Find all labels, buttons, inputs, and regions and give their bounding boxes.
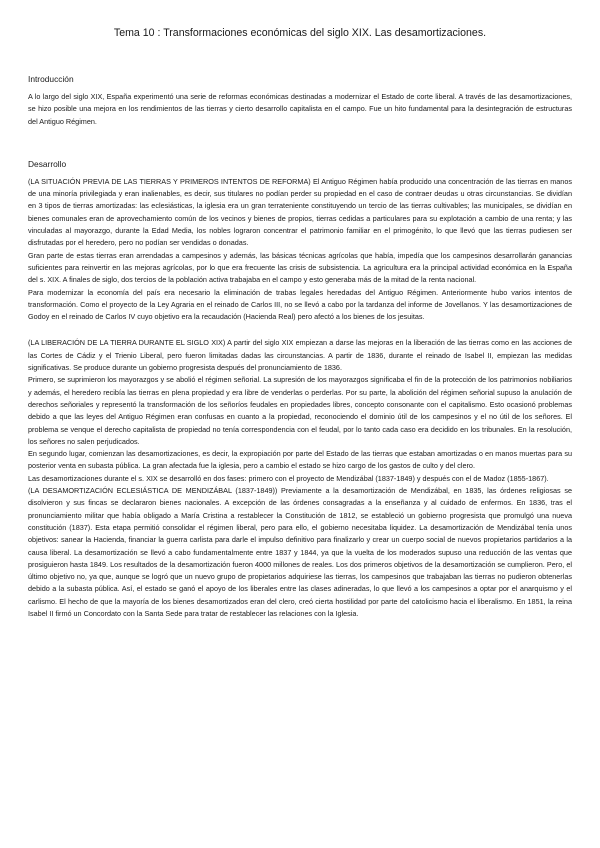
paragraph-desamortizaciones: En segundo lugar, comienzan las desamortizaciones, es decir, la expropiación por parte del Estado de las tierras que estaban amortizadas o en manos muertas para su posterior venta en subasta pública. La gran afectada fue la iglesia, pero a cambio el estado se hizo cargo de los gastos de culto y del clero.: [28, 449, 572, 471]
intro-paragraph: A lo largo del siglo XIX, España experimentó una serie de reformas económicas destinadas a modernizar el Estado de corte liberal. A través de las desamortizaciones, se hizo posible una mejora en los rendimientos de las tierras y cierto desarrollo capitalista en el campo. Fue un hito fundamental para la desintegración de estructuras del Antiguo Régimen.: [28, 92, 572, 126]
paragraph-modernization: Para modernizar la economía del país era necesario la eliminación de trabas legales heredadas del Antiguo Régimen. Anteriormente hubo varios intentos de transformación. Como el proyecto de la Ley Agraria en el reinado de Carlos III, no se llevó a cabo por la tardanza del informe de Jovellanos. Y las desamortizaciones de Godoy en el reinado de Carlos IV cuyo objetivo era la recaudación (Hacienda Real) pero afectó a los bienes de los jesuitas.: [28, 287, 572, 322]
paragraph-liberation: (LA LIBERACIÓN DE LA TIERRA DURANTE EL SIGLO XIX) A partir del siglo XIX empiezan a darse las mejoras en la liberación de las tierras como en las acciones de las Cortes de Cádiz y el Trienio Liberal, pero fueron limitadas dadas las circunstancias. A partir de 1836, durante el reinado de Isabel II, empiezan las medidas significativas. Se produce durante un gobierno progresista después del pronunciamiento de 1836.: [28, 338, 572, 373]
paragraph-mendizabal: (LA DESAMORTIZACIÓN ECLESIÁSTICA DE MENDIZÁBAL (1837-1849)) Previamente a la desamortización de Mendizábal, en 1835, las órdenes religiosas se disolvieron y sus fincas se declararon bienes nacionales. A excepción de las órdenes consagradas a la enseñanza y al cuidado de enfermos. En 1836, tras el pronunciamiento militar que había obligado a María Cristina a restablecer la Constitución de 1812, se estableció un gobierno progresista que promulgó una nueva constitución (1837). Esta etapa permitió consolidar el régimen liberal, pero para ello, el gobierno necesitaba liquidez. La desamortización de Mendizábal tenía unos objetivos: sanear la Hacienda, financiar la guerra carlista para darle el impulso definitivo para finalizarlo y crear un cuerpo social de nuevos propietarios partidarios a la causa liberal. La desamortización se llevó a cabo fundamentalmente entre 1837 y 1844, ya que la vuelta de los moderados supuso una reducción de las ventas que prosiguieron hasta 1849. Los resultados de la desamortización fueron 4000 millones de reales. Los dos primeros objetivos de la desamortización se cumplieron. Pero, el último objetivo no, ya que, aunque se logró que un nuevo grupo de propietarios adquiriese las tierras, los campesinos que trabajaban las tierras no pudieron obtenerlas debido a la subasta pública. Así, el estado se ganó el apoyo de los liberales entre las clases adineradas, lo que llevó a los campesinos a optar por el anarquismo y el carlismo. El hecho de que la mayoría de los bienes desamortizados eran del clero, creó cierta hostilidad por parte del catolicismo hacia el liberalismo. En 1851, la reina Isabel II firmó un Concordato con la Santa Sede para tratar de restablecer las relaciones con la Iglesia.: [28, 486, 572, 618]
section-gap: [28, 323, 572, 337]
document-title: Tema 10 : Transformaciones económicas del siglo XIX. Las desamortizaciones.: [113, 27, 487, 39]
development-heading: Desarrollo: [28, 158, 67, 169]
paragraph-tenants: Gran parte de estas tierras eran arrendadas a campesinos y además, las básicas técnicas agrícolas que había, impedía que los campesinos desarrollarán ganancias suficientes para reinvertir en las mejoras agrícolas, por lo que era frecuente las crisis de subsistencia. La agricultura era la principal actividad económica en la España del s. XIX. A finales de siglo, dos tercios de la población activa trabajaba en el campo y esto generaba más de la mitad de la renta nacional.: [28, 250, 572, 285]
paragraph-previous-situation: (LA SITUACIÓN PREVIA DE LAS TIERRAS Y PRIMEROS INTENTOS DE REFORMA) El Antiguo Régimen había producido una concentración de las tierras en manos de una minoría privilegiada y eran inalienables, es decir, sus titulares no podían perder su propiedad en el caso de contraer deudas u otras circunstancias. Se dividían en 3 tipos de tierras amortizadas: las eclesiásticas, la iglesia era un gran terrateniente constituyendo un tercio de las tierras cultivables; las municipales, se dividían en bienes comunales eran de aprovechamiento común de los vecinos y bienes de propios, tierras cedidas a particulares para su explotación a cambio de una renta; y las vinculadas al mayorazgo, durante la Edad Media, los nobles lograron concentrar el patrimonio familiar en el primogénito, lo que llevó que las tierras pudiesen ser disfrutadas por el heredero, pero no podían ser vendidas o donadas.: [28, 176, 572, 248]
intro-heading: Introducción: [28, 74, 74, 84]
paragraph-two-phases: Las desamortizaciones durante el s. XIX se desarrolló en dos fases: primero con el proyecto de Mendizábal (1837-1849) y después con el de Madoz (1855-1867).: [28, 473, 549, 483]
paragraph-mayorazgos: Primero, se suprimieron los mayorazgos y se abolió el régimen señorial. La supresión de los mayorazgos significaba el fin de la protección de los patrimonios nobiliarios y además, el heredero recibía las tierras en plena propiedad y era libre de venderlas o perderlas. Por su parte, la abolición del régimen señorial supuso la anulación de derechos señoriales y representó la transformación de los señoríos feudales en propiedades libres, concepto consonante con el capitalismo. Esto ocasionó problemas debido a que las leyes del Antiguo Régimen eran confusas en cuanto a la propiedad, reconociendo el dominio útil de los campesinos y el no útil de los señores. El problema se venque el derecho capitalista de propiedad no tenía correspondencia con el feudal, por lo tanto cada caso era decidido en los tribunales. En la resolución, los señores no salen perjudicados.: [28, 375, 572, 446]
